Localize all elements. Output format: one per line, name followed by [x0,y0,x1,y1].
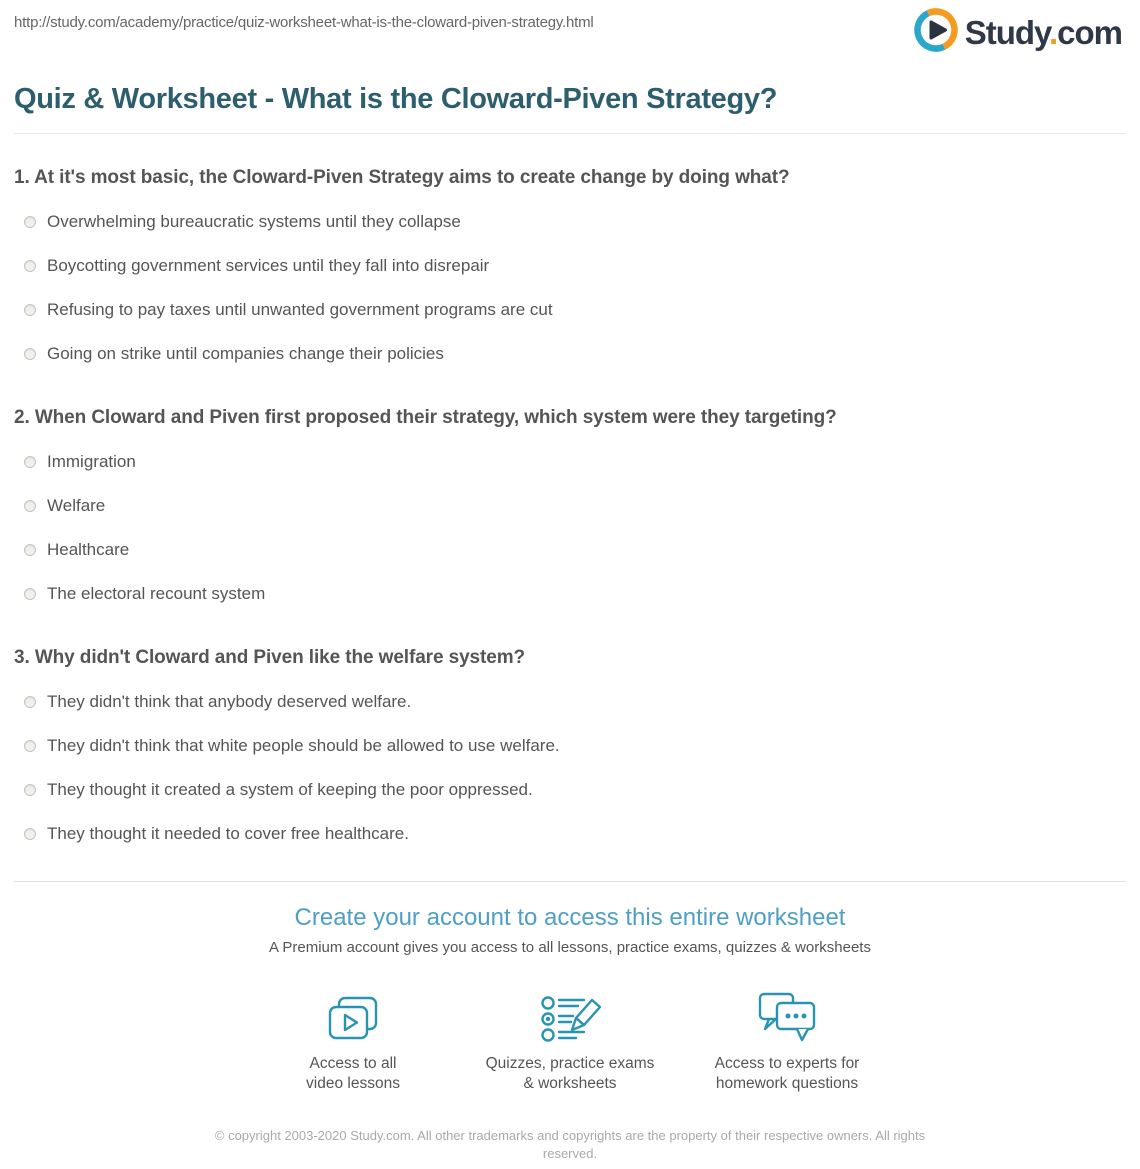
answer-option-label: They didn't think that anybody deserved welfare. [47,692,412,711]
answer-option[interactable] [14,584,1126,604]
answer-option-label: Healthcare [47,540,130,559]
answer-options [14,452,1126,604]
answer-option[interactable] [14,692,1126,712]
answer-option[interactable] [14,212,1126,232]
page-title: Quiz & Worksheet - What is the Cloward-Piven Strategy? [14,83,778,115]
feature-quizzes-worksheets [470,989,670,1094]
answer-option[interactable] [14,344,1126,364]
radio-button-icon[interactable] [24,696,36,708]
radio-button-icon[interactable] [24,304,36,316]
radio-button-icon[interactable] [24,456,36,468]
feature-list [14,989,1126,1094]
answer-options [14,692,1126,844]
copyright-notice: © copyright 2003-2020 Study.com. All other trademarks and copyrights are the property of their respective owners. All rights reserved. [214,1128,926,1161]
answer-option-label: Welfare [47,496,106,515]
radio-button-icon[interactable] [24,348,36,360]
answer-option[interactable] [14,256,1126,276]
answer-option[interactable] [14,824,1126,844]
answer-options [14,212,1126,364]
answer-option-label: They didn't think that white people should be allowed to use welfare. [47,736,560,755]
answer-option-label: Going on strike until companies change their policies [47,344,444,363]
radio-button-icon[interactable] [24,500,36,512]
radio-button-icon[interactable] [24,216,36,228]
feature-video-lessons [253,989,453,1094]
answer-option[interactable] [14,496,1126,516]
video-lessons-icon [253,989,453,1045]
answer-option[interactable] [14,300,1126,320]
answer-option-label: Boycotting government services until they fall into disrepair [47,256,490,275]
answer-option-label: Overwhelming bureaucratic systems until they collapse [47,212,461,231]
question-heading: 3. Why didn't Cloward and Piven like the welfare system? [14,647,525,668]
radio-button-icon[interactable] [24,588,36,600]
cta-section [14,904,1126,1163]
radio-button-icon[interactable] [24,740,36,752]
quiz-questions [14,167,1126,844]
answer-option[interactable] [14,452,1126,472]
study-logo-icon [914,8,958,57]
answer-option[interactable] [14,540,1126,560]
cta-title: Create your account to access this entire worksheet [294,904,846,931]
top-bar [14,0,1126,57]
quizzes-worksheets-icon [470,989,670,1045]
cta-subtitle: A Premium account gives you access to all lessons, practice exams, quizzes & worksheets [269,939,871,956]
radio-button-icon[interactable] [24,260,36,272]
feature-label: Access to experts for homework questions [714,1055,860,1092]
answer-option-label: They thought it needed to cover free healthcare. [47,824,409,843]
answer-option[interactable] [14,780,1126,800]
answer-option-label: Refusing to pay taxes until unwanted government programs are cut [47,300,553,319]
study-logo[interactable] [914,8,1122,57]
page-url: http://study.com/academy/practice/quiz-worksheet-what-is-the-cloward-piven-strategy.html [14,14,594,31]
cta-divider [14,881,1126,882]
question-heading: 1. At it's most basic, the Cloward-Piven Strategy aims to create change by doing what? [14,167,790,188]
feature-expert-help [687,989,887,1094]
answer-option[interactable] [14,736,1126,756]
title-divider [14,133,1126,134]
answer-option-label: The electoral recount system [47,584,266,603]
study-logo-text: Study.com [964,13,1122,51]
radio-button-icon[interactable] [24,784,36,796]
feature-label: Access to all video lessons [306,1055,400,1092]
radio-button-icon[interactable] [24,544,36,556]
experts-chat-icon [687,989,887,1045]
radio-button-icon[interactable] [24,828,36,840]
question-block [14,407,1126,604]
answer-option-label: They thought it created a system of keeping the poor oppressed. [47,780,533,799]
answer-option-label: Immigration [47,452,136,471]
question-block [14,167,1126,364]
question-heading: 2. When Cloward and Piven first proposed their strategy, which system were they targeting? [14,407,837,428]
feature-label: Quizzes, practice exams & worksheets [485,1055,655,1092]
question-block [14,647,1126,844]
